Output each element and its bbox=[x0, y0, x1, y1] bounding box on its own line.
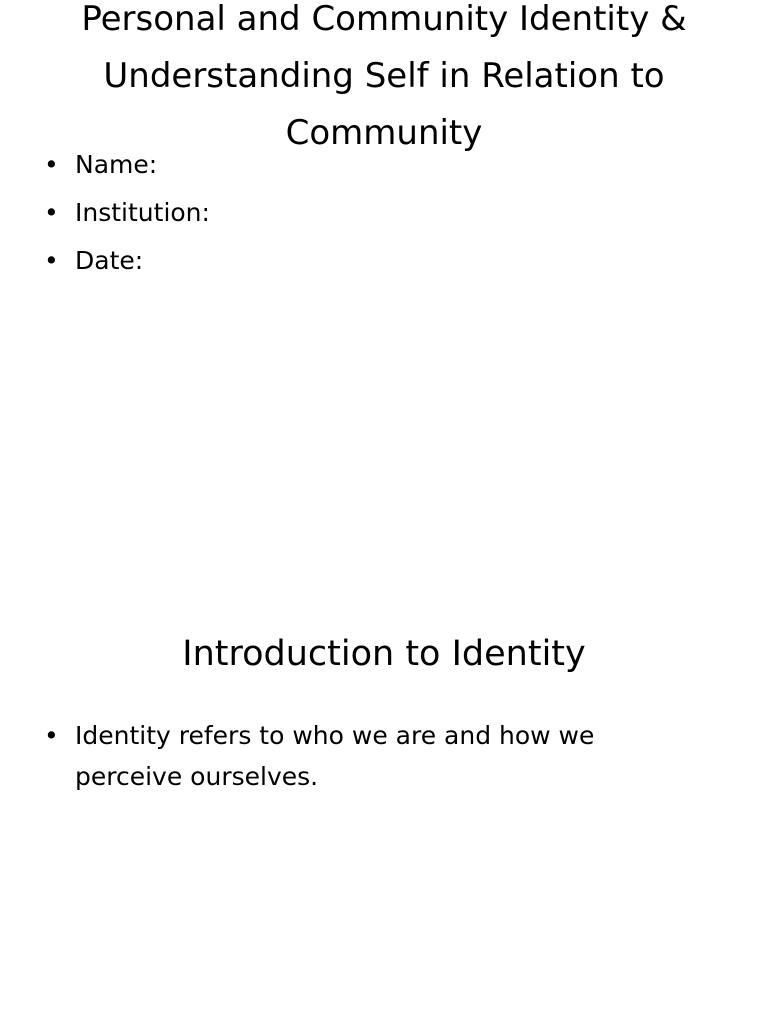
slide-introduction bbox=[0, 576, 768, 1024]
bullet-list bbox=[44, 141, 704, 285]
bullet-text: Date: bbox=[75, 246, 144, 275]
bullet-item-identity bbox=[44, 715, 704, 797]
bullet-text: Name: bbox=[75, 150, 158, 179]
slide-title: Personal and Community Identity & Understanding Self in Relation to Community bbox=[81, 0, 687, 153]
slide-title: Introduction to Identity bbox=[182, 634, 586, 674]
bullet-text: Institution: bbox=[75, 198, 210, 227]
bullet-dot-icon: • bbox=[44, 150, 59, 179]
bullet-item-name bbox=[44, 141, 704, 189]
bullet-dot-icon: • bbox=[44, 246, 59, 275]
bullet-text: Identity refers to who we are and how we perceive ourselves. bbox=[75, 721, 595, 791]
bullet-item-institution bbox=[44, 189, 704, 237]
bullet-list bbox=[44, 715, 704, 797]
bullet-item-date bbox=[44, 237, 704, 285]
bullet-dot-icon: • bbox=[44, 721, 59, 750]
bullet-dot-icon: • bbox=[44, 198, 59, 227]
